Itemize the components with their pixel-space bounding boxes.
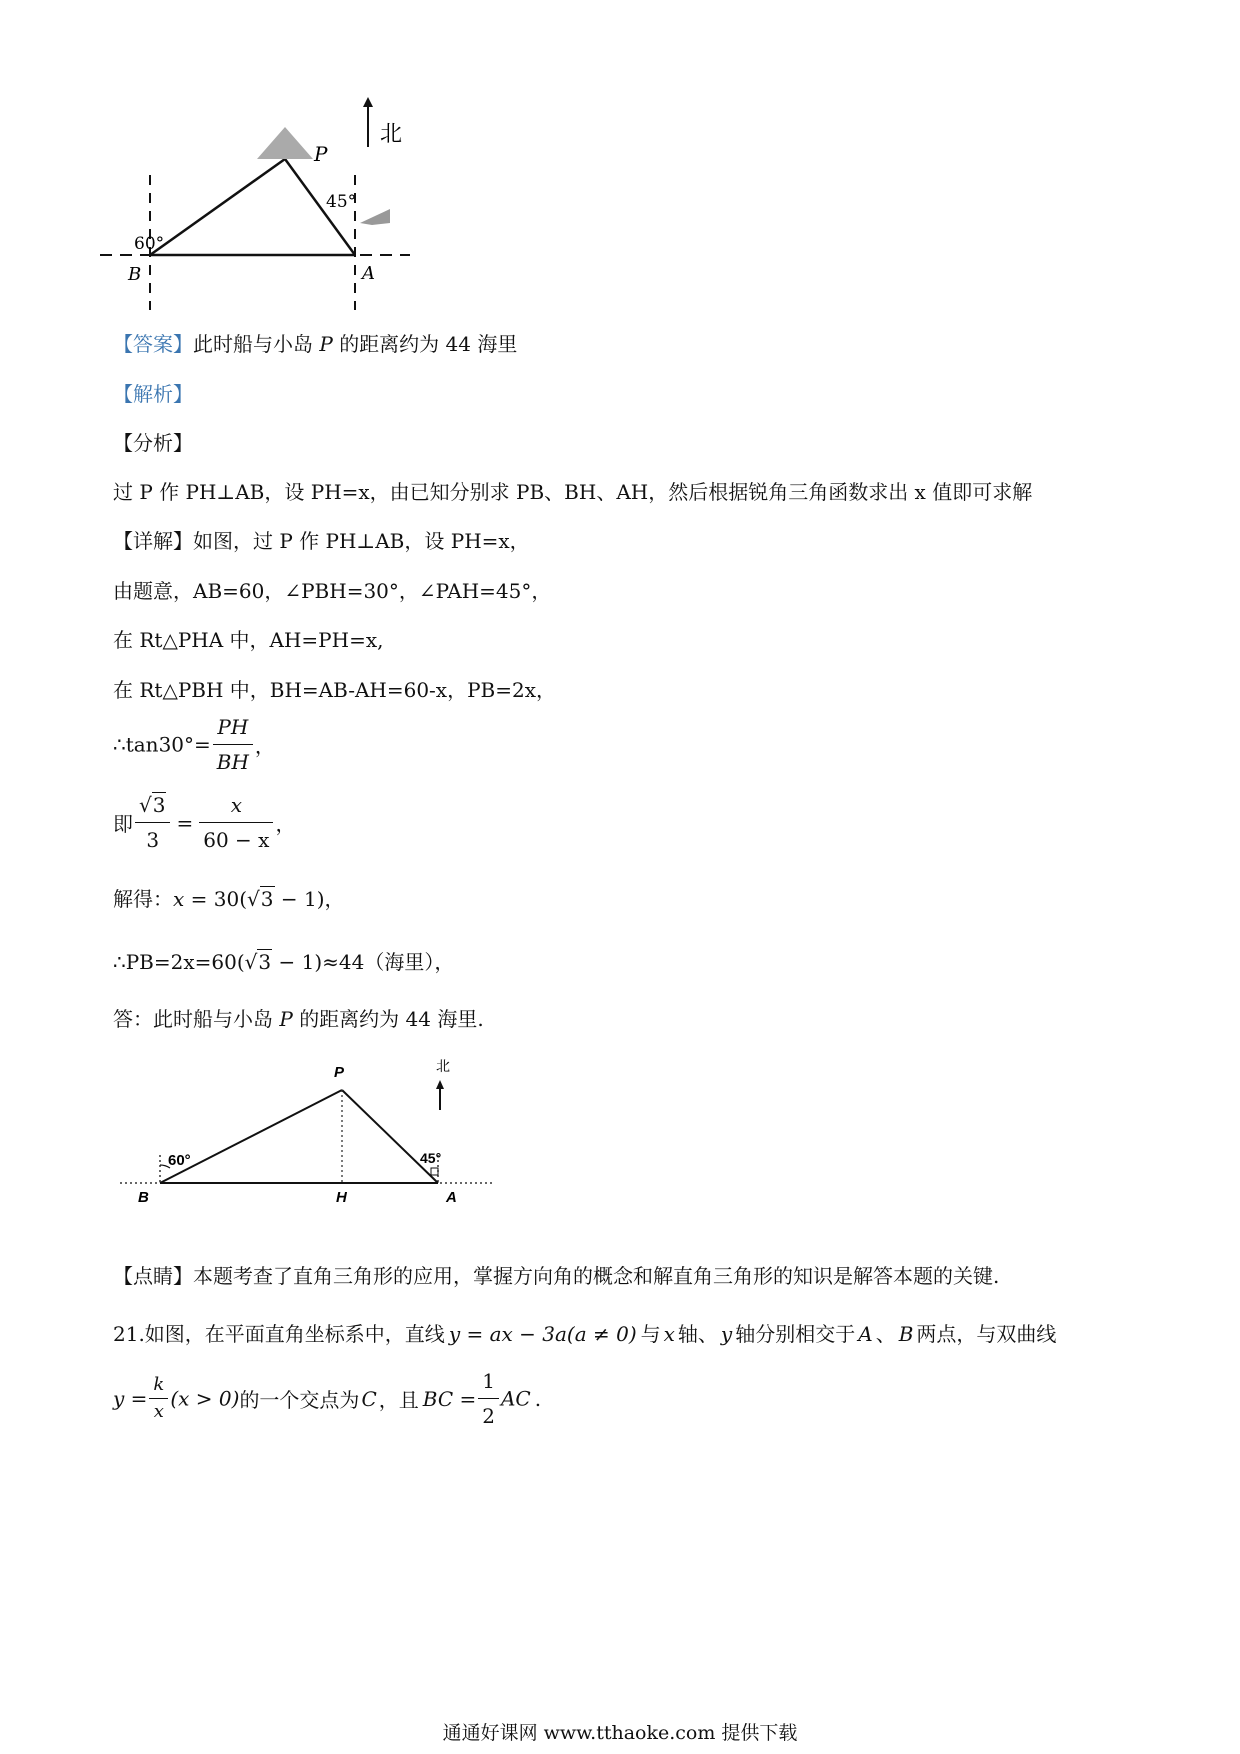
- eq2-root: 3: [152, 793, 166, 817]
- eq3-mid: = 30(: [184, 887, 248, 911]
- p21-line2-b: ，且: [378, 1388, 419, 1412]
- island-icon: [257, 127, 313, 159]
- eq2-rden: 60 − x: [203, 828, 270, 852]
- conclusion-line: [113, 1005, 484, 1033]
- eq3-root: 3: [260, 887, 274, 911]
- dianjing-line: [113, 1262, 999, 1290]
- conclusion-pre: 答：此时船与小岛: [113, 1007, 273, 1031]
- figure-ship-island-2: [110, 1055, 510, 1230]
- eq2-rnum: x: [199, 790, 273, 823]
- answer-line: [113, 330, 517, 358]
- figure-ship-island-1: [100, 95, 460, 315]
- p21-eq: y = ax − 3a(a ≠ 0): [448, 1322, 637, 1346]
- eq4-post: ≈44（海里），: [322, 950, 455, 974]
- ship-icon: [360, 209, 390, 225]
- equation-tan: [113, 712, 275, 777]
- p21-c: 轴、: [677, 1322, 718, 1346]
- north-arrow-icon: [363, 97, 373, 107]
- fig2-label-b: B: [138, 1189, 149, 1206]
- detail-text1: 如图，过 P 作 PH⊥AB，设 PH=x，: [193, 529, 530, 553]
- problem21-line2: [113, 1366, 541, 1431]
- p21-d: 轴分别相交于: [735, 1322, 856, 1346]
- p21-e: 、: [875, 1322, 896, 1346]
- dianjing-text: 本题考查了直角三角形的应用，掌握方向角的概念和解直角三角形的知识是解答本题的关键.: [193, 1264, 1000, 1288]
- footer-text: 通通好课网 www.tthaoke.com 提供下载: [442, 1722, 798, 1744]
- eq4-pre: ∴PB=2x=60(: [113, 950, 245, 974]
- eq3-lhs: x: [173, 887, 185, 911]
- answer-text-post: 的距离约为 44 海里: [339, 332, 518, 356]
- fraction-sqrt3-3: [135, 790, 170, 855]
- p21-B: B: [898, 1322, 914, 1346]
- eq2-post: ，: [275, 812, 296, 836]
- p21-x: x: [663, 1322, 675, 1346]
- label-p: P: [314, 142, 328, 166]
- eq1-post: ，: [254, 734, 275, 758]
- p21-end: .: [534, 1386, 542, 1411]
- p21-a: 21.如图，在平面直角坐标系中，直线: [113, 1322, 445, 1346]
- detail-line1: [113, 527, 530, 555]
- angle-a: 45°: [326, 192, 357, 212]
- eq4-root: 3: [258, 950, 272, 974]
- eq3-post: ，: [324, 887, 345, 911]
- answer-text-pre: 此时船与小岛: [193, 332, 313, 356]
- fraction-one-half: [478, 1366, 499, 1431]
- problem21-line1: [113, 1320, 1056, 1348]
- eq2-eq: =: [176, 810, 194, 835]
- fraction-ph-bh: [213, 712, 253, 777]
- fig2-label-h: H: [336, 1189, 347, 1206]
- p21-line2-y: y =: [113, 1386, 148, 1411]
- fenxi-tag: 【分析】: [113, 431, 193, 455]
- eq2-den: 3: [146, 828, 160, 852]
- fig2-label-p: P: [334, 1064, 345, 1081]
- eq1-num: PH: [213, 712, 253, 745]
- p21-k: k: [149, 1374, 168, 1399]
- eq2-pre: 即: [113, 812, 133, 836]
- fenxi-text: 过 P 作 PH⊥AB，设 PH=x，由已知分别求 PB、BH、AH，然后根据锐角三角函数求出 x 值即可求解: [113, 480, 1033, 504]
- fig2-label-a: A: [446, 1189, 457, 1206]
- sqrt-symbol-3: √3: [244, 950, 272, 974]
- north-label: 北: [380, 122, 403, 147]
- p21-two: 2: [482, 1404, 495, 1428]
- answer-tag: 【答案】: [113, 332, 193, 356]
- dianjing-tag: 【点睛】: [113, 1264, 193, 1288]
- equation-solve: [113, 885, 345, 913]
- fraction-x-60x: [199, 790, 273, 855]
- detail-line2: 由题意，AB=60，∠PBH=30°，∠PAH=45°，: [113, 579, 552, 603]
- fraction-k-x: [149, 1374, 168, 1423]
- answer-var: P: [319, 332, 333, 356]
- sqrt-symbol-2: √3: [247, 887, 274, 911]
- detail-line3: 在 Rt△PHA 中，AH=PH=x,: [113, 628, 384, 652]
- p21-xden: x: [153, 1401, 164, 1422]
- detail-line4: 在 Rt△PBH 中，BH=AB-AH=60-x，PB=2x，: [113, 678, 556, 702]
- eq3-end: − 1): [274, 887, 325, 911]
- north-arrow-icon-2: [436, 1080, 444, 1089]
- p21-A: A: [858, 1322, 873, 1346]
- detail-tag: 【详解】: [113, 529, 193, 553]
- equation-pb: [113, 948, 454, 976]
- angle-b: 60°: [134, 234, 165, 254]
- equation-sqrt: [113, 790, 295, 855]
- conclusion-var: P: [279, 1007, 293, 1031]
- p21-y: y: [720, 1322, 733, 1346]
- p21-line2-a: 的一个交点为: [239, 1388, 360, 1412]
- sqrt-symbol: √3: [139, 793, 166, 817]
- p21-one: 1: [478, 1366, 499, 1399]
- fig2-angle-b: 60°: [168, 1152, 191, 1169]
- p21-C: C: [361, 1386, 377, 1411]
- eq4-end: − 1): [272, 950, 323, 974]
- eq1-pre: ∴tan30°=: [113, 732, 211, 757]
- label-b: B: [128, 264, 142, 285]
- fig2-north-label: 北: [436, 1059, 450, 1075]
- p21-ac: AC: [500, 1386, 531, 1411]
- conclusion-post: 的距离约为 44 海里.: [299, 1007, 484, 1031]
- p21-f: 两点，与双曲线: [916, 1322, 1057, 1346]
- fig2-angle-a: 45°: [420, 1150, 442, 1166]
- p21-b: 与: [640, 1322, 661, 1346]
- p21-cond: (x > 0): [170, 1386, 240, 1411]
- p21-bc: BC =: [422, 1386, 477, 1411]
- analysis-tag: 【解析】: [113, 382, 193, 406]
- label-a: A: [362, 263, 375, 284]
- eq1-den: BH: [216, 750, 249, 774]
- eq3-pre: 解得：: [113, 887, 173, 911]
